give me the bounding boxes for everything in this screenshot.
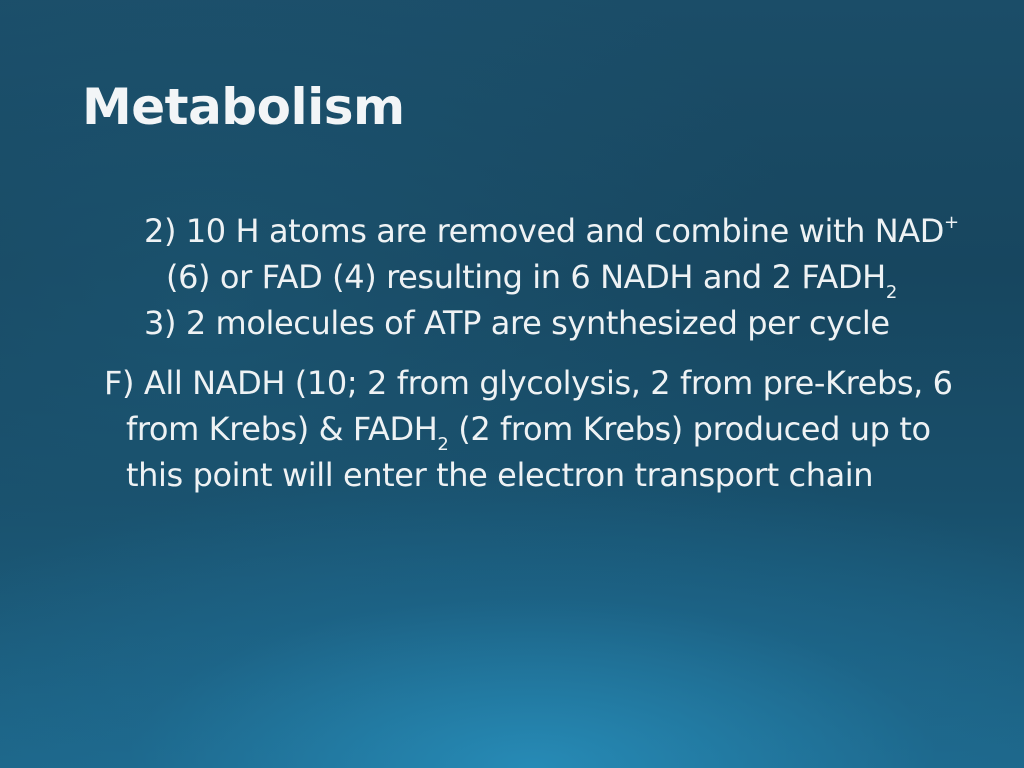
- list-item-text: (6) or FAD (4) resulting in 6 NADH and 2 FADH: [166, 258, 886, 296]
- slide-body: [100, 208, 980, 498]
- subscript-two: 2: [437, 434, 449, 455]
- subscript-two: 2: [885, 282, 897, 303]
- slide-title: Metabolism: [82, 78, 405, 136]
- list-item-text: 2) 10 H atoms are removed and combine with NAD: [144, 212, 945, 250]
- list-item-electron-transport: [104, 360, 980, 498]
- superscript-plus: +: [944, 212, 959, 233]
- list-item-atp-synthesis: [144, 300, 980, 346]
- list-item-hydrogen-removal: [144, 208, 980, 303]
- list-item-text: (2 from Krebs) produced up to this point will enter the electron transport chain: [126, 410, 931, 494]
- list-item-text: 3) 2 molecules of ATP are synthesized per cycle: [144, 304, 890, 342]
- list-item-text: F) All NADH (10; 2 from glycolysis, 2 from pre-Krebs, 6 from Krebs) & FADH: [104, 364, 953, 448]
